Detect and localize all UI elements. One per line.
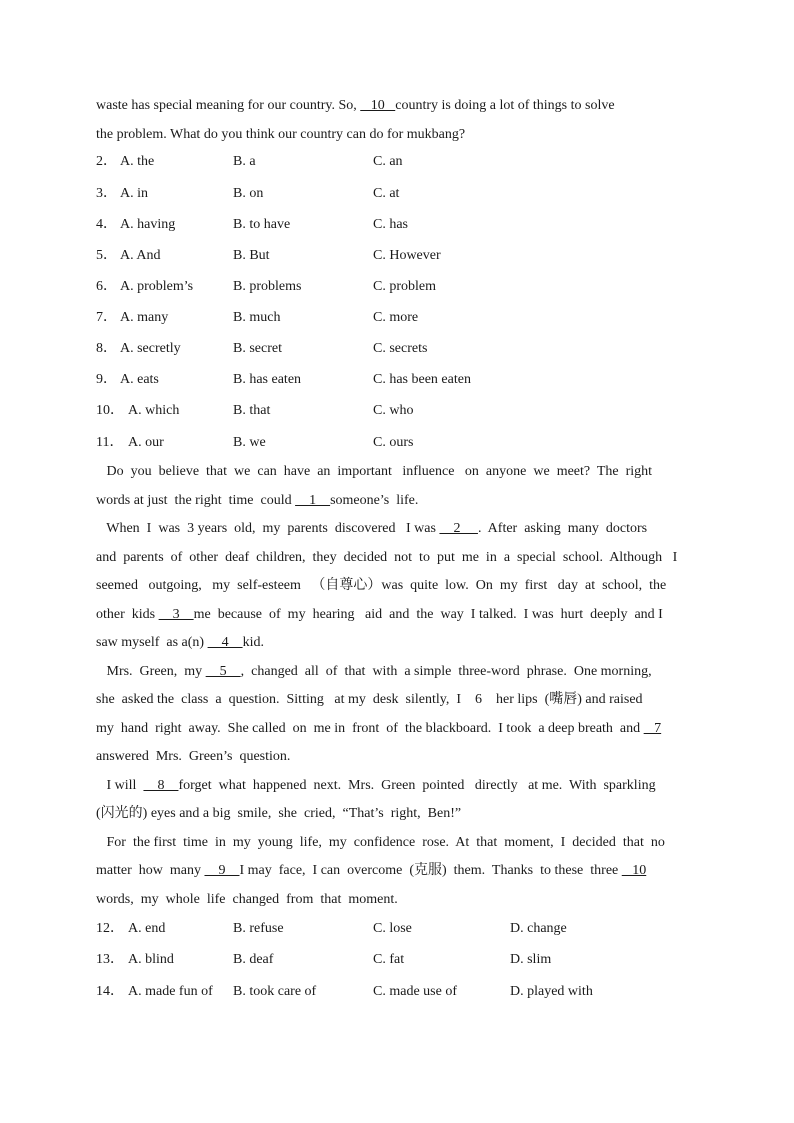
question-number: 10． (96, 403, 124, 418)
option-b: B. But (233, 248, 270, 263)
passage-line: answered Mrs. Green’s question. (96, 749, 291, 764)
option-a: A. problem’s (120, 279, 194, 294)
option-b: B. problems (233, 279, 302, 294)
question-3 (96, 184, 696, 204)
question-13 (96, 950, 696, 970)
question-number: 5． (96, 248, 117, 263)
option-b: B. has eaten (233, 372, 302, 387)
option-b: B. that (233, 403, 271, 418)
passage-line: she asked the class a question. Sitting at my desk silently, I 6 her lips (嘴唇) and raised (96, 692, 643, 707)
question-11 (96, 433, 696, 453)
passage-line (96, 515, 696, 544)
blank-5: 5 (205, 663, 241, 679)
question-7 (96, 308, 696, 328)
option-b: B. much (233, 310, 281, 325)
passage-line: (闪光的) eyes and a big smile, she cried, “That’s right, Ben!” (96, 806, 462, 821)
option-c: C. fat (373, 952, 405, 967)
option-a: A. having (120, 217, 176, 232)
option-b: B. on (233, 186, 264, 201)
blank-8: 8 (143, 777, 179, 793)
blank-10: 10 (360, 98, 396, 113)
blank-10: 10 (621, 863, 647, 878)
passage-line (96, 629, 696, 658)
blank-2: 2 (439, 521, 478, 536)
question-9 (96, 370, 696, 390)
option-b: B. refuse (233, 921, 284, 936)
passage-line: and parents of other deaf children, they decided not to put me in a special school. Although I (96, 549, 678, 565)
text-segment: forget what happened next. Mrs. Green pointed directly at me. With sparkling (178, 777, 656, 793)
passage-line: Do you believe that we can have an important influence on anyone we meet? The right (96, 464, 653, 479)
text-segment: kid. (242, 635, 264, 650)
option-b: B. we (233, 435, 266, 450)
option-a: A. blind (128, 952, 174, 967)
question-number: 13． (96, 952, 124, 967)
blank-7: 7 (643, 720, 662, 736)
option-c: C. an (373, 154, 403, 169)
text-segment: country is doing a lot of things to solve (395, 98, 615, 113)
option-a: A. in (120, 186, 148, 201)
option-c: C. problem (373, 279, 436, 294)
blank-3: 3 (158, 606, 194, 622)
option-b: B. a (233, 154, 256, 169)
option-b: B. secret (233, 341, 282, 356)
text-segment: matter how many (96, 863, 205, 878)
text-segment: When I was 3 years old, my parents discovered I was (96, 521, 440, 536)
blank-4: 4 (207, 635, 243, 650)
text-segment: me because of my hearing aid and the way I talked. I was hurt deeply and I (193, 606, 663, 622)
option-c: C. made use of (373, 984, 457, 999)
option-b: B. deaf (233, 952, 274, 967)
option-b: B. to have (233, 217, 291, 232)
question-number: 9． (96, 372, 117, 387)
question-6 (96, 277, 696, 297)
question-8 (96, 339, 696, 359)
passage-line: words, my whole life changed from that moment. (96, 891, 398, 907)
text-segment: other kids (96, 606, 159, 622)
question-5 (96, 246, 696, 266)
question-number: 3． (96, 186, 117, 201)
option-a: A. eats (120, 372, 159, 387)
passage-line (96, 487, 696, 516)
option-c: C. lose (373, 921, 412, 936)
question-number: 2． (96, 154, 117, 169)
option-d: D. change (510, 921, 567, 936)
text-segment: saw myself as a(n) (96, 635, 208, 650)
option-c: C. has (373, 217, 408, 232)
text-segment: , changed all of that with a simple three-word phrase. One morning, (240, 663, 652, 679)
option-d: D. slim (510, 952, 552, 967)
question-2 (96, 152, 696, 172)
top-passage (96, 92, 696, 149)
question-number: 6． (96, 279, 117, 294)
top-passage-line-2: the problem. What do you think our country can do for mukbang? (96, 126, 466, 142)
option-c: C. ours (373, 435, 414, 450)
text-segment: Mrs. Green, my (96, 663, 206, 679)
text-segment: my hand right away. She called on me in front of the blackboard. I took a deep breath and (96, 720, 644, 736)
text-segment: I will (96, 777, 144, 793)
question-number: 7． (96, 310, 117, 325)
text-segment: . After asking many doctors (477, 521, 648, 536)
option-a: A. the (120, 154, 155, 169)
blank-9: 9 (204, 863, 240, 878)
text-segment: I may face, I can overcome (克服) them. Thanks to these three (239, 863, 622, 878)
question-10 (96, 401, 696, 421)
question-number: 12． (96, 921, 124, 936)
option-a: A. end (128, 921, 166, 936)
question-4 (96, 215, 696, 235)
text-segment: words at just the right time could (96, 492, 296, 508)
option-c: C. more (373, 310, 419, 325)
blank-1: 1 (295, 492, 331, 508)
top-passage-line-1 (96, 92, 696, 121)
option-c: C. at (373, 186, 400, 201)
option-c: C. secrets (373, 341, 428, 356)
option-a: A. made fun of (128, 984, 213, 999)
option-a: A. which (128, 403, 180, 418)
option-c: C. has been eaten (373, 372, 471, 387)
question-12 (96, 919, 696, 939)
option-a: A. our (128, 435, 164, 450)
option-a: A. secretly (120, 341, 181, 356)
question-number: 8． (96, 341, 117, 356)
option-a: A. And (120, 248, 161, 263)
option-d: D. played with (510, 984, 593, 999)
question-number: 4． (96, 217, 117, 232)
passage-line (96, 658, 696, 687)
passage-line (96, 715, 696, 744)
passage-2 (96, 458, 696, 914)
passage-line (96, 601, 696, 630)
passage-line: For the first time in my young life, my confidence rose. At that moment, I decided that no (96, 834, 665, 850)
option-c: C. However (373, 248, 441, 263)
question-number: 11． (96, 435, 124, 450)
question-14 (96, 982, 696, 1002)
option-b: B. took care of (233, 984, 317, 999)
text-segment: someone’s life. (330, 492, 419, 508)
option-c: C. who (373, 403, 414, 418)
text-segment: waste has special meaning for our country. So, (96, 98, 361, 113)
passage-line (96, 857, 696, 886)
option-a: A. many (120, 310, 169, 325)
passage-line: seemed outgoing, my self-esteem （自尊心）was quite low. On my first day at school, the (96, 578, 667, 593)
passage-line (96, 772, 696, 801)
question-number: 14． (96, 984, 124, 999)
